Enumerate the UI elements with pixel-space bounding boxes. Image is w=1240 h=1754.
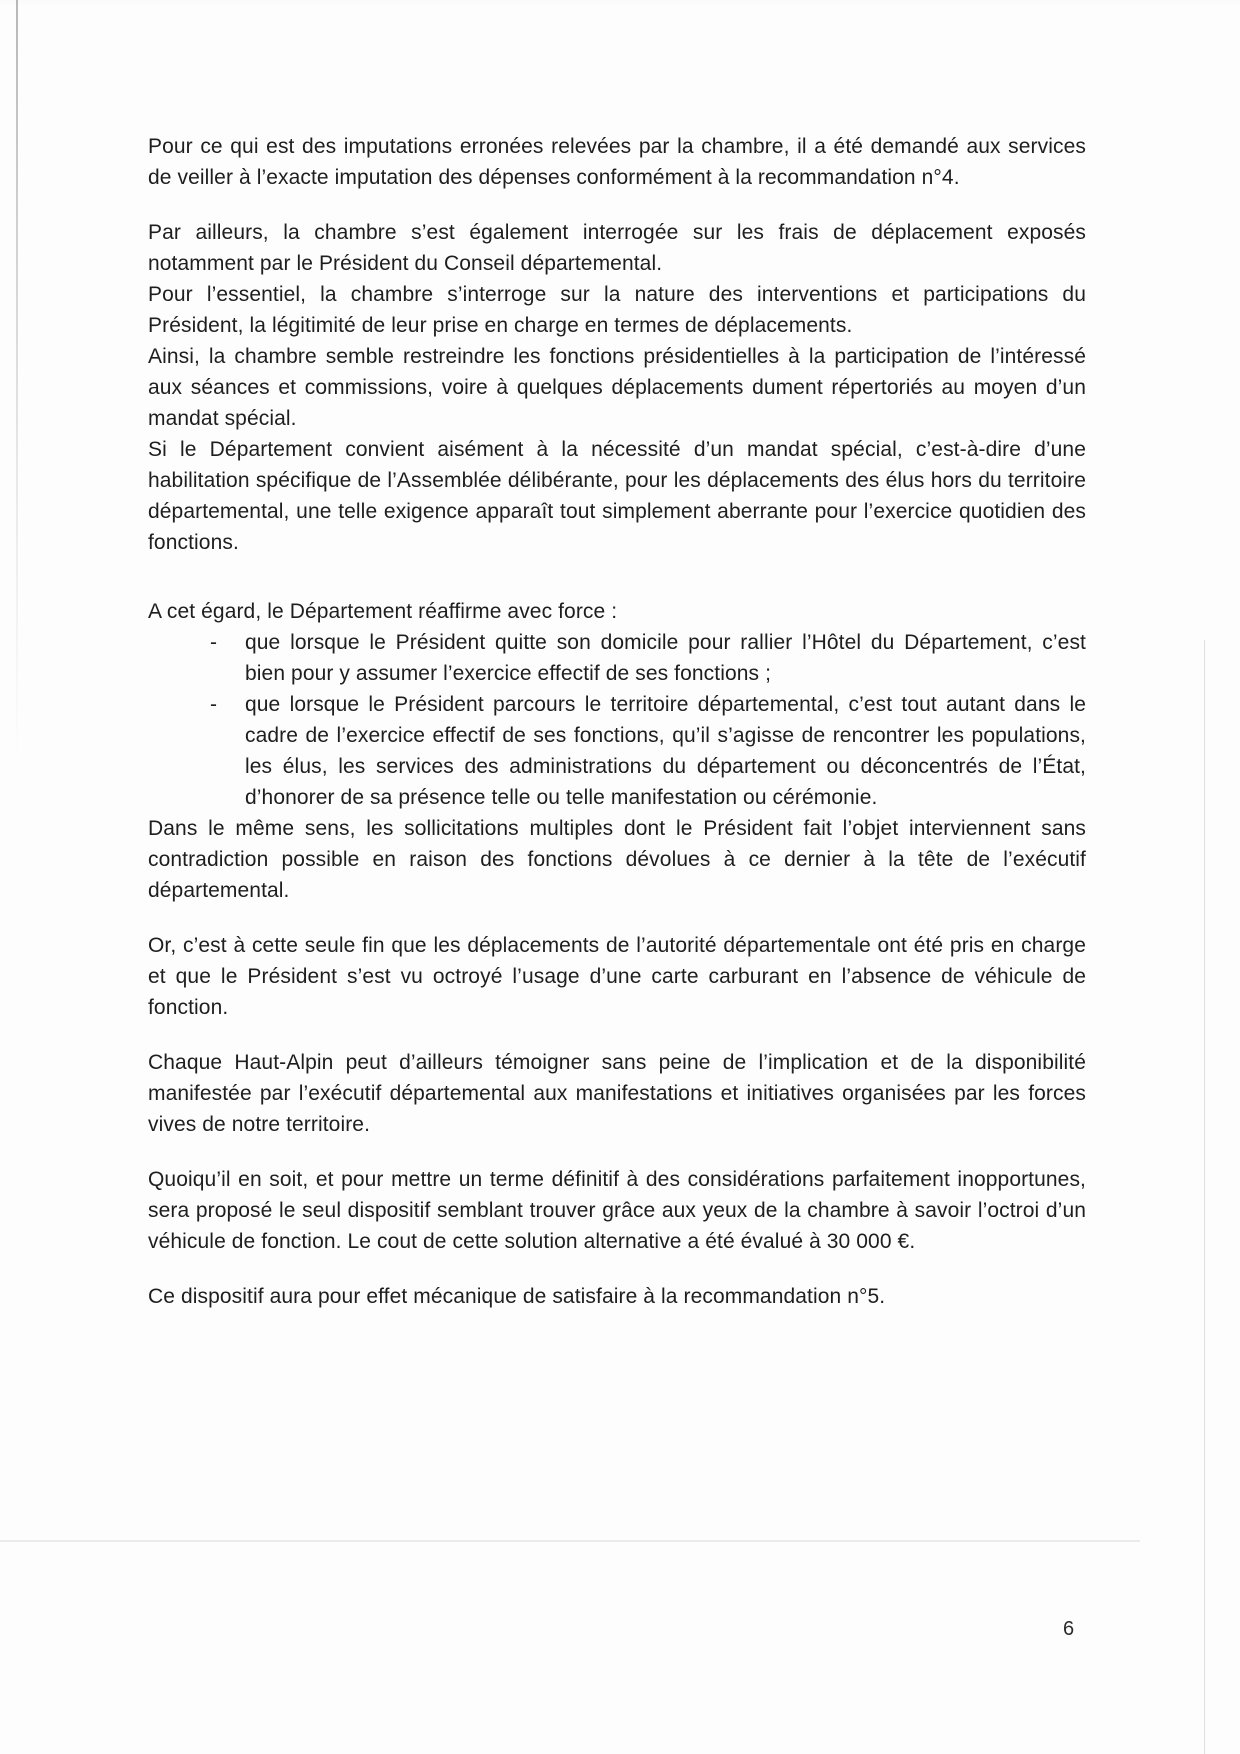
paragraph-essentiel: Pour l’essentiel, la chambre s’interroge sur la nature des interventions et participations du Président, la légitimité de leur prise en charge en termes de déplacements.: [148, 283, 1086, 337]
paragraph-mandat-special: Si le Département convient aisément à la nécessité d’un mandat spécial, c’est-à-dire d’une habilitation spécifique de l’Assemblée délibérante, pour les déplacements des élus hors du territoire départemental, une telle exigence apparaît tout simplement aberrante pour l’exercice quotidien des fonctions.: [148, 438, 1086, 554]
paragraph-ainsi: Ainsi, la chambre semble restreindre les fonctions présidentielles à la participation de l’intéressé aux séances et commissions, voire à quelques déplacements dument répertoriés au moyen d’un mandat spécial.: [148, 345, 1086, 430]
paragraph-carte-carburant: Or, c’est à cette seule fin que les déplacements de l’autorité départementale ont été pris en charge et que le Président s’est vu octroyé l’usage d’une carte carburant en l’absence de véhicule de fonction.: [148, 934, 1086, 1019]
text-block: [148, 131, 1086, 1312]
bullet-dash: -: [210, 631, 218, 654]
paragraph-haut-alpin: Chaque Haut-Alpin peut d’ailleurs témoigner sans peine de l’implication et de la disponibilité manifestée par l’exécutif départemental aux manifestations et initiatives organisées par les forces vives de notre territoire.: [148, 1051, 1086, 1136]
list-item: [148, 627, 1086, 689]
bullet-text: que lorsque le Président quitte son domicile pour rallier l’Hôtel du Département, c’est bien pour y assumer l’exercice effectif de ses fonctions ;: [245, 631, 1086, 685]
scan-artifact-left-edge: [16, 0, 18, 760]
paragraph-frais-deplacement: Par ailleurs, la chambre s’est également interrogée sur les frais de déplacement exposés notamment par le Président du Conseil départemental.: [148, 221, 1086, 275]
scan-artifact-horizontal-line: [0, 1540, 1140, 1542]
scan-artifact-right-edge: [1204, 640, 1205, 1754]
list-intro: A cet égard, le Département réaffirme avec force :: [148, 600, 618, 623]
paragraph-recommandation-5: Ce dispositif aura pour effet mécanique de satisfaire à la recommandation n°5.: [148, 1285, 886, 1308]
page-number: 6: [1063, 1618, 1075, 1640]
list-item: [148, 689, 1086, 813]
paragraph-meme-sens: Dans le même sens, les sollicitations multiples dont le Président fait l’objet interviennent sans contradiction possible en raison des fonctions dévolues à ce dernier à la tête de l’exécutif départemental.: [148, 817, 1086, 902]
paragraph-imputations: Pour ce qui est des imputations erronées relevées par la chambre, il a été demandé aux services de veiller à l’exacte imputation des dépenses conformément à la recommandation n°4.: [148, 135, 1086, 189]
bullet-text: que lorsque le Président parcours le territoire départemental, c’est tout autant dans le cadre de l’exercice effectif de ses fonctions, qu’il s’agisse de rencontrer les populations, les élus, les services des administrations du département ou déconcentrés de l’État, d’honorer de sa présence telle ou telle manifestation ou cérémonie.: [245, 693, 1086, 809]
bullet-dash: -: [210, 693, 218, 716]
paragraph-vehicule-fonction: Quoiqu’il en soit, et pour mettre un terme définitif à des considérations parfaitement inopportunes, sera proposé le seul dispositif semblant trouver grâce aux yeux de la chambre à savoir l’octroi d’un véhicule de fonction. Le cout de cette solution alternative a été évalué à 30 000 €.: [148, 1168, 1086, 1253]
